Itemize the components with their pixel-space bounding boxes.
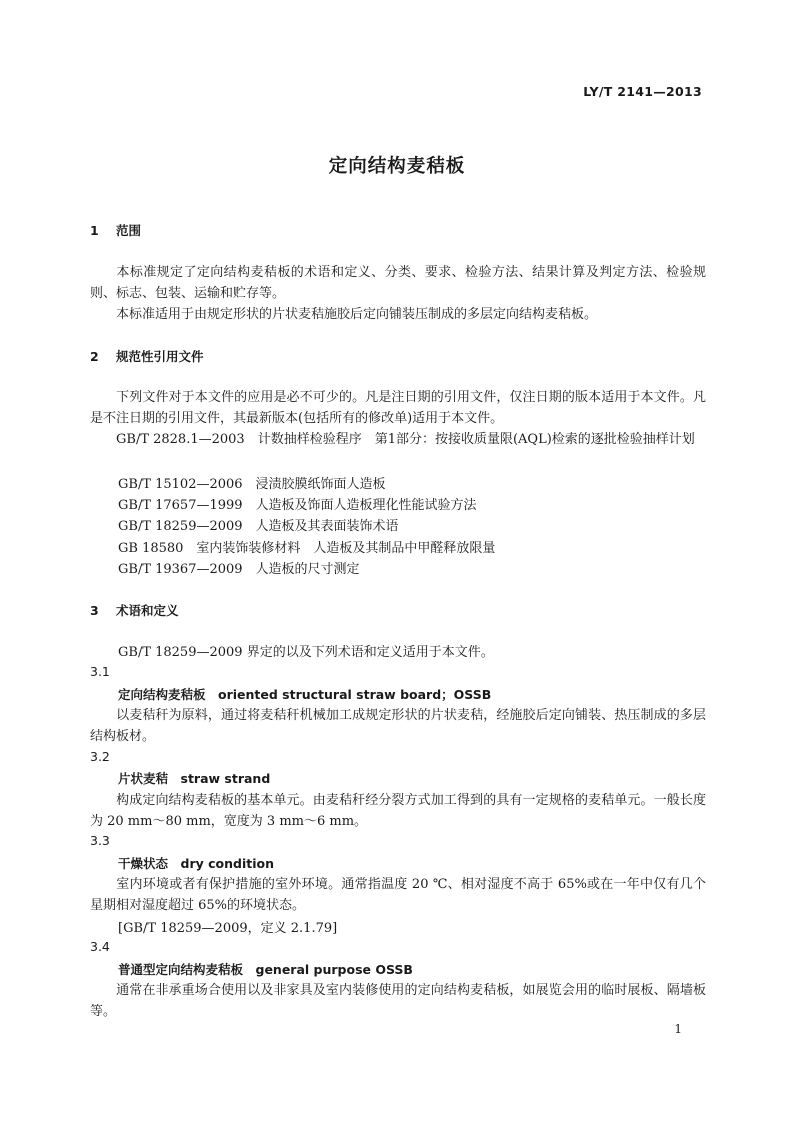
definition-text: 以麦秸秆为原料，通过将麦秸秆机械加工成规定形状的片状麦秸，经施胶后定向铺装、热压制成的多层结构板材。 <box>90 708 706 744</box>
document-title: 定向结构麦秸板 <box>328 156 466 177</box>
section-title: 规范性引用文件 <box>116 349 204 364</box>
reference-text: GB/T 2828.1—2003 计数抽样检验程序 第1部分：按接收质量限(AQL)检索的逐批检验抽样计划 <box>116 432 695 447</box>
reference-item: GB/T 19367—2009 人造板的尺寸测定 <box>118 562 360 577</box>
definition-text: 构成定向结构麦秸板的基本单元。由麦秸秆经分裂方式加工得到的具有一定规格的麦秸单元。一般长度为 20 mm～80 mm，宽度为 3 mm～6 mm。 <box>90 793 706 829</box>
standard-code: LY/T 2141—2013 <box>583 84 702 99</box>
clause-number: 3.1 <box>90 664 110 679</box>
section-2-heading <box>90 347 204 365</box>
reference-item: GB/T 17657—1999 人造板及饰面人造板理化性能试验方法 <box>118 498 477 513</box>
definition-text: 室内环境或者有保护措施的室外环境。通常指温度 20 ℃、相对湿度不高于 65%或在一年中仅有几个星期相对湿度超过 65%的环境状态。 <box>90 877 706 913</box>
reference-item: GB 18580 室内装饰装修材料 人造板及其制品中甲醛释放限量 <box>118 541 496 556</box>
reference-item: GB/T 18259—2009 人造板及其表面装饰术语 <box>118 519 399 534</box>
term-entry: 定向结构麦秸板 oriented structural straw board；OSSB <box>118 687 492 702</box>
page-number: 1 <box>674 1022 682 1036</box>
clause-number: 3.3 <box>90 833 110 848</box>
section-1-heading <box>90 221 141 239</box>
term-entry: 普通型定向结构麦秸板 general purpose OSSB <box>118 962 413 977</box>
definition-text: 通常在非承重场合使用以及非家具及室内装修使用的定向结构麦秸板，如展览会用的临时展板、隔墙板等。 <box>90 983 706 1019</box>
paragraph <box>90 387 706 429</box>
section-number: 1 <box>90 223 99 238</box>
term-definition <box>90 980 706 1022</box>
paragraph-text: 本标准规定了定向结构麦秸板的术语和定义、分类、要求、检验方法、结果计算及判定方法、检验规则、标志、包装、运输和贮存等。 <box>90 265 706 301</box>
clause-number: 3.4 <box>90 939 110 954</box>
section-3-heading <box>90 601 179 619</box>
paragraph <box>90 304 706 325</box>
term-definition <box>90 790 706 832</box>
paragraph-text: 本标准适用于由规定形状的片状麦秸施胶后定向铺装压制成的多层定向结构麦秸板。 <box>116 307 598 322</box>
section-number: 3 <box>90 603 99 618</box>
term-entry: 干燥状态 dry condition <box>118 856 274 871</box>
section-title: 范围 <box>116 223 142 238</box>
paragraph-text: 下列文件对于本文件的应用是必不可少的。凡是注日期的引用文件，仅注日期的版本适用于本文件。凡是不注日期的引用文件，其最新版本(包括所有的修改单)适用于本文件。 <box>90 390 706 426</box>
reference-item <box>90 429 706 450</box>
clause-number: 3.2 <box>90 749 110 764</box>
term-definition <box>90 705 706 747</box>
paragraph <box>90 262 706 304</box>
term-source: [GB/T 18259—2009，定义 2.1.79] <box>118 921 338 936</box>
reference-item: GB/T 15102—2006 浸渍胶膜纸饰面人造板 <box>118 477 386 492</box>
section-number: 2 <box>90 349 99 364</box>
paragraph: GB/T 18259—2009 界定的以及下列术语和定义适用于本文件。 <box>118 645 494 660</box>
term-definition <box>90 874 706 916</box>
section-title: 术语和定义 <box>116 603 179 618</box>
term-entry: 片状麦秸 straw strand <box>118 771 271 786</box>
